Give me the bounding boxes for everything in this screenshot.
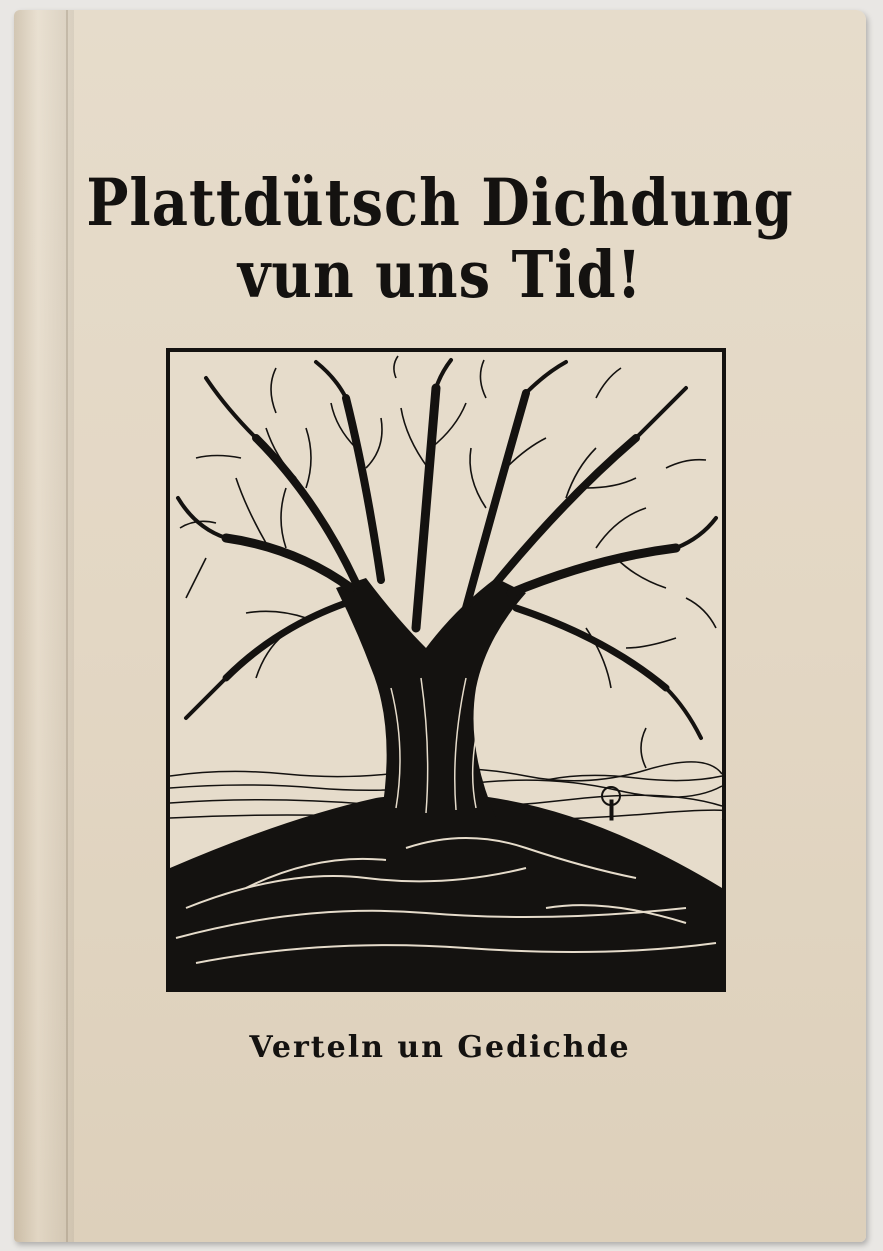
cover-subtitle: Verteln un Gedichde bbox=[249, 1030, 631, 1065]
tree-woodcut-svg bbox=[166, 348, 726, 992]
cover-title-line-2: vun uns Tid! bbox=[237, 237, 643, 313]
woodcut-illustration bbox=[166, 348, 726, 992]
cover-title-line-1: Plattdütsch Dichdung bbox=[86, 165, 794, 241]
book-cover bbox=[14, 10, 866, 1242]
